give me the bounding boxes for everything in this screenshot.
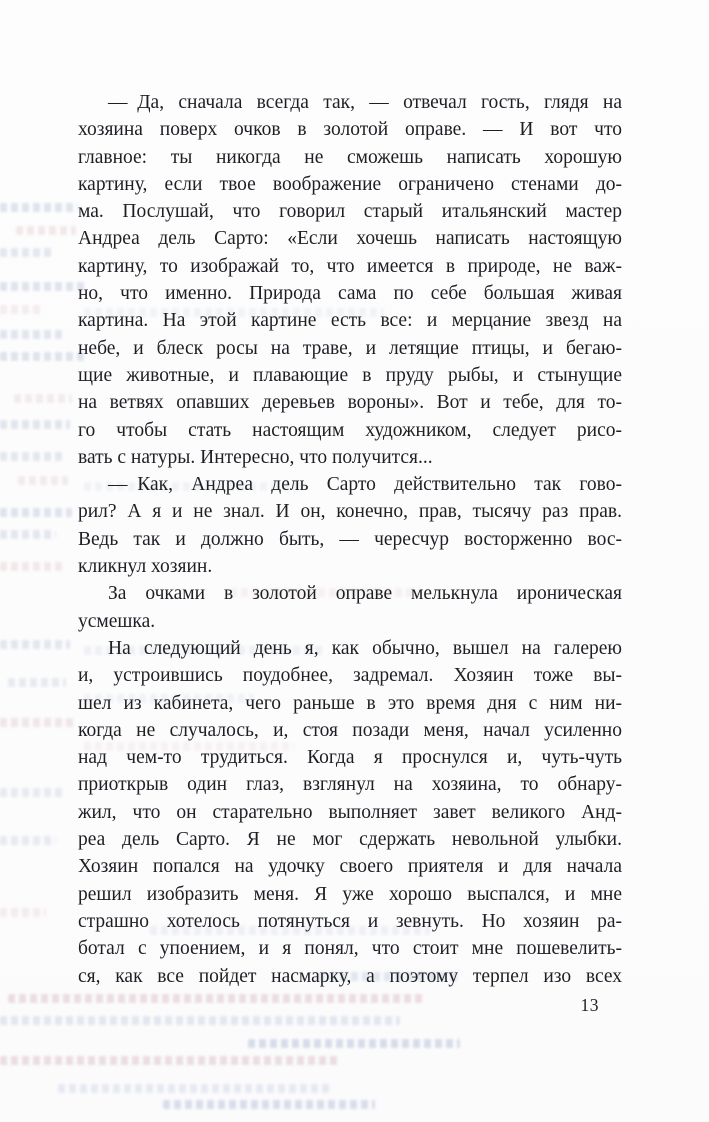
text-line: хозяина поверх очков в золотой оправе. — И вот что	[78, 119, 622, 141]
text-line: Ведь так и должно быть, — чересчур восторженно вос-	[78, 528, 622, 550]
bleedthrough-smudge	[18, 476, 68, 485]
paragraph	[78, 635, 622, 990]
bleedthrough-smudge	[0, 718, 74, 727]
text-line: на ветвях опавших деревьев вороны». Вот и тебе, для то-	[78, 392, 622, 414]
text-line: усмешка.	[78, 610, 156, 632]
bleedthrough-smudge	[0, 836, 56, 845]
bleedthrough-smudge	[0, 352, 84, 361]
text-line: но, что именно. Природа сама по себе большая живая	[78, 283, 622, 305]
text-line: кликнул хозяин.	[78, 556, 213, 578]
text-line: картина. На этой картине есть все: и мерцание звезд на	[78, 310, 622, 332]
text-line: шел из кабинета, чего раньше в это время дня с ним ни-	[78, 692, 622, 714]
bleedthrough-smudge	[0, 203, 78, 212]
text-line: картину, то изображай то, что имеется в природе, не важ-	[78, 255, 622, 277]
bleedthrough-smudge	[16, 226, 76, 235]
text-line: рил? А я и не знал. И он, конечно, прав, тысячу раз прав.	[78, 501, 622, 523]
paragraph	[78, 89, 622, 471]
bleedthrough-smudge	[0, 305, 40, 314]
text-line: вать с натуры. Интересно, что получится...	[78, 446, 433, 468]
text-line: картину, если твое воображение ограничено стенами до-	[78, 173, 622, 195]
bleedthrough-smudge	[0, 788, 64, 797]
text-line: — Да, сначала всегда так, — отвечал гость, глядя на	[108, 92, 622, 113]
bleedthrough-smudge	[0, 282, 86, 291]
bleedthrough-smudge	[0, 420, 70, 429]
text-line: Хозяин попался на удочку своего приятеля и для начала	[78, 856, 622, 878]
text-line: Андреа дель Сарто: «Если хочешь написать настоящую	[78, 228, 622, 250]
bleedthrough-smudge	[163, 1100, 375, 1109]
text-line: реа дель Сарто. Я не мог сдержать невольной улыбки.	[78, 829, 622, 851]
bleedthrough-smudge	[0, 1056, 338, 1065]
bleedthrough-smudge	[0, 908, 46, 917]
text-line: ся, как все пойдет насмарку, а поэтому терпел изо всех	[78, 965, 622, 987]
bleedthrough-smudge	[0, 1016, 400, 1025]
text-line: решил изобразить меня. Я уже хорошо выспался, и мне	[78, 883, 622, 905]
page-number: 13	[580, 995, 599, 1015]
text-block	[78, 89, 622, 990]
text-line: ма. Послушай, что говорил старый итальянский мастер	[78, 201, 622, 223]
bleedthrough-smudge	[0, 530, 56, 539]
bleedthrough-smudge	[0, 452, 64, 461]
paragraph	[78, 471, 622, 580]
text-line: — Как, Андреа дель Сарто действительно так гово-	[108, 474, 622, 496]
text-line: За очками в золотой оправе мелькнула ироническая	[108, 583, 622, 605]
text-line: На следующий день я, как обычно, вышел на галерею	[108, 637, 622, 659]
bleedthrough-smudge	[8, 678, 66, 687]
bleedthrough-smudge	[58, 1084, 330, 1093]
text-line: над чем-то трудиться. Когда я проснулся и, чуть-чуть	[78, 747, 622, 769]
text-line: небе, и блеск росы на траве, и летящие птицы, и бегаю-	[78, 337, 622, 359]
bleedthrough-smudge	[0, 330, 62, 339]
bleedthrough-smudge	[0, 508, 72, 517]
text-line: жил, что он старательно выполняет завет великого Анд-	[78, 801, 622, 823]
bleedthrough-smudge	[0, 562, 66, 571]
bleedthrough-smudge	[0, 640, 70, 649]
bleedthrough-smudge	[14, 394, 72, 403]
text-line: щие животные, и плавающие в пруду рыбы, и стынущие	[78, 364, 622, 386]
text-line: приоткрыв один глаз, взглянул на хозяина, то обнару-	[78, 774, 622, 796]
text-line: ботал с упоением, и я понял, что стоит мне пошевелить-	[78, 938, 622, 960]
text-line: страшно хотелось потянуться и зевнуть. Но хозяин ра-	[78, 910, 622, 932]
paragraph	[78, 580, 622, 635]
text-line: когда не случалось, и, стоя позади меня, начал усиленно	[78, 719, 622, 741]
text-line: главное: ты никогда не сможешь написать хорошую	[78, 146, 622, 168]
bleedthrough-smudge	[248, 1039, 460, 1048]
bleedthrough-smudge	[0, 248, 52, 257]
text-line: го чтобы стать настоящим художником, следует рисо-	[78, 419, 622, 441]
text-line: и, устроившись поудобнее, задремал. Хозяин тоже вы-	[78, 665, 622, 687]
